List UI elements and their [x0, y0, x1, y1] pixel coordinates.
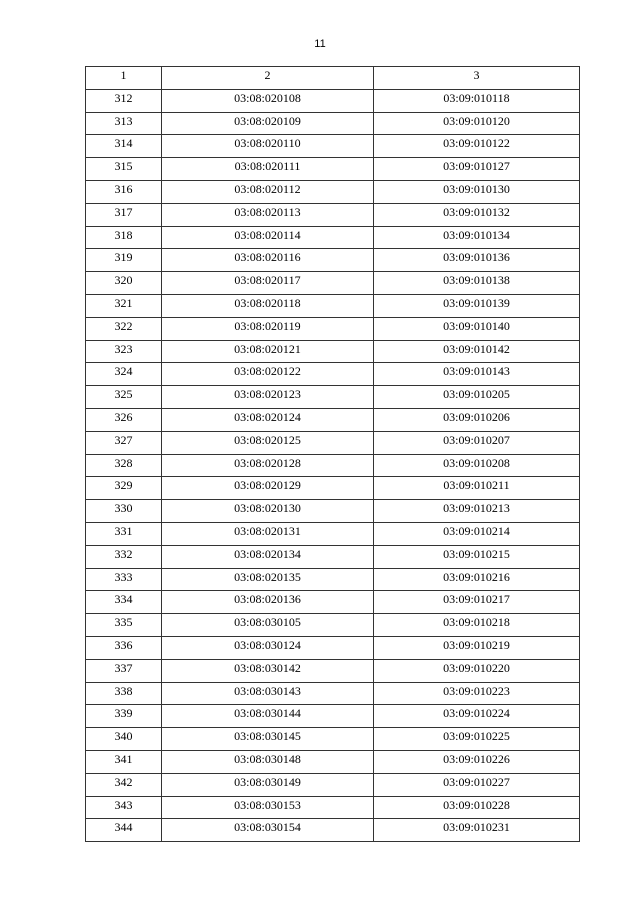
table-cell: 03:09:010223	[374, 682, 580, 705]
table-cell: 03:09:010214	[374, 522, 580, 545]
table-cell: 03:08:020136	[162, 591, 374, 614]
table-cell: 318	[86, 226, 162, 249]
table-cell: 03:08:020122	[162, 363, 374, 386]
table-cell: 03:09:010213	[374, 500, 580, 523]
table-row	[86, 591, 580, 614]
table-cell: 03:08:020117	[162, 272, 374, 295]
table-cell: 335	[86, 614, 162, 637]
table-row	[86, 431, 580, 454]
table-cell: 343	[86, 796, 162, 819]
table-cell: 03:09:010118	[374, 89, 580, 112]
table-cell: 03:08:020119	[162, 317, 374, 340]
header-row	[86, 67, 580, 90]
table-cell: 334	[86, 591, 162, 614]
table-cell: 03:08:030144	[162, 705, 374, 728]
page-number: 11	[314, 38, 326, 50]
table-cell: 03:08:030149	[162, 773, 374, 796]
table-cell: 03:09:010122	[374, 135, 580, 158]
table-cell: 325	[86, 386, 162, 409]
table-row	[86, 317, 580, 340]
table-cell: 03:09:010224	[374, 705, 580, 728]
table-cell: 314	[86, 135, 162, 158]
table-cell: 03:08:020109	[162, 112, 374, 135]
table-row	[86, 180, 580, 203]
table-row	[86, 477, 580, 500]
table-cell: 03:09:010130	[374, 180, 580, 203]
table-cell: 316	[86, 180, 162, 203]
table-cell: 03:09:010143	[374, 363, 580, 386]
table-row	[86, 636, 580, 659]
header-cell-1: 1	[86, 67, 162, 90]
table-row	[86, 294, 580, 317]
table-cell: 03:08:030143	[162, 682, 374, 705]
table-cell: 03:09:010220	[374, 659, 580, 682]
table-cell: 323	[86, 340, 162, 363]
table-cell: 03:09:010216	[374, 568, 580, 591]
table-cell: 03:08:020118	[162, 294, 374, 317]
table-cell: 03:09:010215	[374, 545, 580, 568]
table-cell: 03:09:010225	[374, 728, 580, 751]
table-cell: 03:08:020124	[162, 408, 374, 431]
table-cell: 337	[86, 659, 162, 682]
table-row	[86, 773, 580, 796]
table-cell: 03:08:020123	[162, 386, 374, 409]
table-row	[86, 500, 580, 523]
table-cell: 03:09:010127	[374, 158, 580, 181]
table-row	[86, 158, 580, 181]
table-cell: 03:08:030153	[162, 796, 374, 819]
table-cell: 321	[86, 294, 162, 317]
table-cell: 03:09:010207	[374, 431, 580, 454]
table-cell: 317	[86, 203, 162, 226]
header-cell-3: 3	[374, 67, 580, 90]
table-row	[86, 203, 580, 226]
table-row	[86, 226, 580, 249]
table-cell: 03:09:010219	[374, 636, 580, 659]
table-row	[86, 545, 580, 568]
table-row	[86, 340, 580, 363]
table-row	[86, 796, 580, 819]
table-cell: 03:08:020129	[162, 477, 374, 500]
table-cell: 03:08:030105	[162, 614, 374, 637]
table-row	[86, 614, 580, 637]
table-cell: 03:08:030148	[162, 750, 374, 773]
table-cell: 03:09:010226	[374, 750, 580, 773]
table-cell: 03:08:020131	[162, 522, 374, 545]
table-row	[86, 363, 580, 386]
table-cell: 03:08:020113	[162, 203, 374, 226]
table-cell: 03:08:020111	[162, 158, 374, 181]
table-row	[86, 386, 580, 409]
table-cell: 03:08:020114	[162, 226, 374, 249]
table-cell: 331	[86, 522, 162, 545]
table-cell: 327	[86, 431, 162, 454]
table-cell: 339	[86, 705, 162, 728]
table-body	[86, 89, 580, 841]
table-row	[86, 112, 580, 135]
table-cell: 03:09:010136	[374, 249, 580, 272]
table-cell: 03:09:010132	[374, 203, 580, 226]
table-cell: 03:09:010205	[374, 386, 580, 409]
header-cell-2: 2	[162, 67, 374, 90]
table-cell: 342	[86, 773, 162, 796]
table-cell: 03:08:020130	[162, 500, 374, 523]
table-cell: 03:08:020112	[162, 180, 374, 203]
table-cell: 329	[86, 477, 162, 500]
table-row	[86, 454, 580, 477]
table-row	[86, 659, 580, 682]
table-cell: 03:09:010140	[374, 317, 580, 340]
table-row	[86, 522, 580, 545]
table-cell: 332	[86, 545, 162, 568]
table-cell: 03:08:030142	[162, 659, 374, 682]
table-cell: 313	[86, 112, 162, 135]
table-cell: 340	[86, 728, 162, 751]
table-cell: 03:09:010208	[374, 454, 580, 477]
table-cell: 03:09:010142	[374, 340, 580, 363]
table-cell: 344	[86, 819, 162, 842]
table-cell: 03:09:010231	[374, 819, 580, 842]
table-cell: 03:09:010134	[374, 226, 580, 249]
table-cell: 03:09:010138	[374, 272, 580, 295]
table-cell: 03:08:020128	[162, 454, 374, 477]
table-cell: 333	[86, 568, 162, 591]
table-cell: 326	[86, 408, 162, 431]
table-cell: 03:08:030145	[162, 728, 374, 751]
table-cell: 319	[86, 249, 162, 272]
table-row	[86, 705, 580, 728]
table-cell: 03:08:020108	[162, 89, 374, 112]
table-cell: 03:09:010120	[374, 112, 580, 135]
table-cell: 03:09:010211	[374, 477, 580, 500]
table-row	[86, 249, 580, 272]
table-cell: 315	[86, 158, 162, 181]
table-row	[86, 682, 580, 705]
table-row	[86, 89, 580, 112]
table-cell: 03:09:010139	[374, 294, 580, 317]
table-cell: 03:09:010227	[374, 773, 580, 796]
table-cell: 336	[86, 636, 162, 659]
table-row	[86, 819, 580, 842]
table-cell: 330	[86, 500, 162, 523]
table-row	[86, 408, 580, 431]
data-table	[85, 66, 580, 842]
table-cell: 03:09:010228	[374, 796, 580, 819]
table-cell: 03:09:010206	[374, 408, 580, 431]
table-cell: 03:08:020134	[162, 545, 374, 568]
table-row	[86, 135, 580, 158]
table-cell: 341	[86, 750, 162, 773]
table-cell: 03:09:010217	[374, 591, 580, 614]
table-row	[86, 728, 580, 751]
table-cell: 03:08:020125	[162, 431, 374, 454]
table-cell: 322	[86, 317, 162, 340]
table-cell: 03:08:020116	[162, 249, 374, 272]
table-row	[86, 272, 580, 295]
table-cell: 338	[86, 682, 162, 705]
table-cell: 320	[86, 272, 162, 295]
table-cell: 03:08:020110	[162, 135, 374, 158]
table-row	[86, 750, 580, 773]
table-cell: 324	[86, 363, 162, 386]
table-cell: 03:08:020121	[162, 340, 374, 363]
table-cell: 328	[86, 454, 162, 477]
table-row	[86, 568, 580, 591]
table-cell: 03:08:020135	[162, 568, 374, 591]
table-header	[86, 67, 580, 90]
table-cell: 03:08:030124	[162, 636, 374, 659]
table-cell: 03:08:030154	[162, 819, 374, 842]
table-cell: 312	[86, 89, 162, 112]
table-cell: 03:09:010218	[374, 614, 580, 637]
